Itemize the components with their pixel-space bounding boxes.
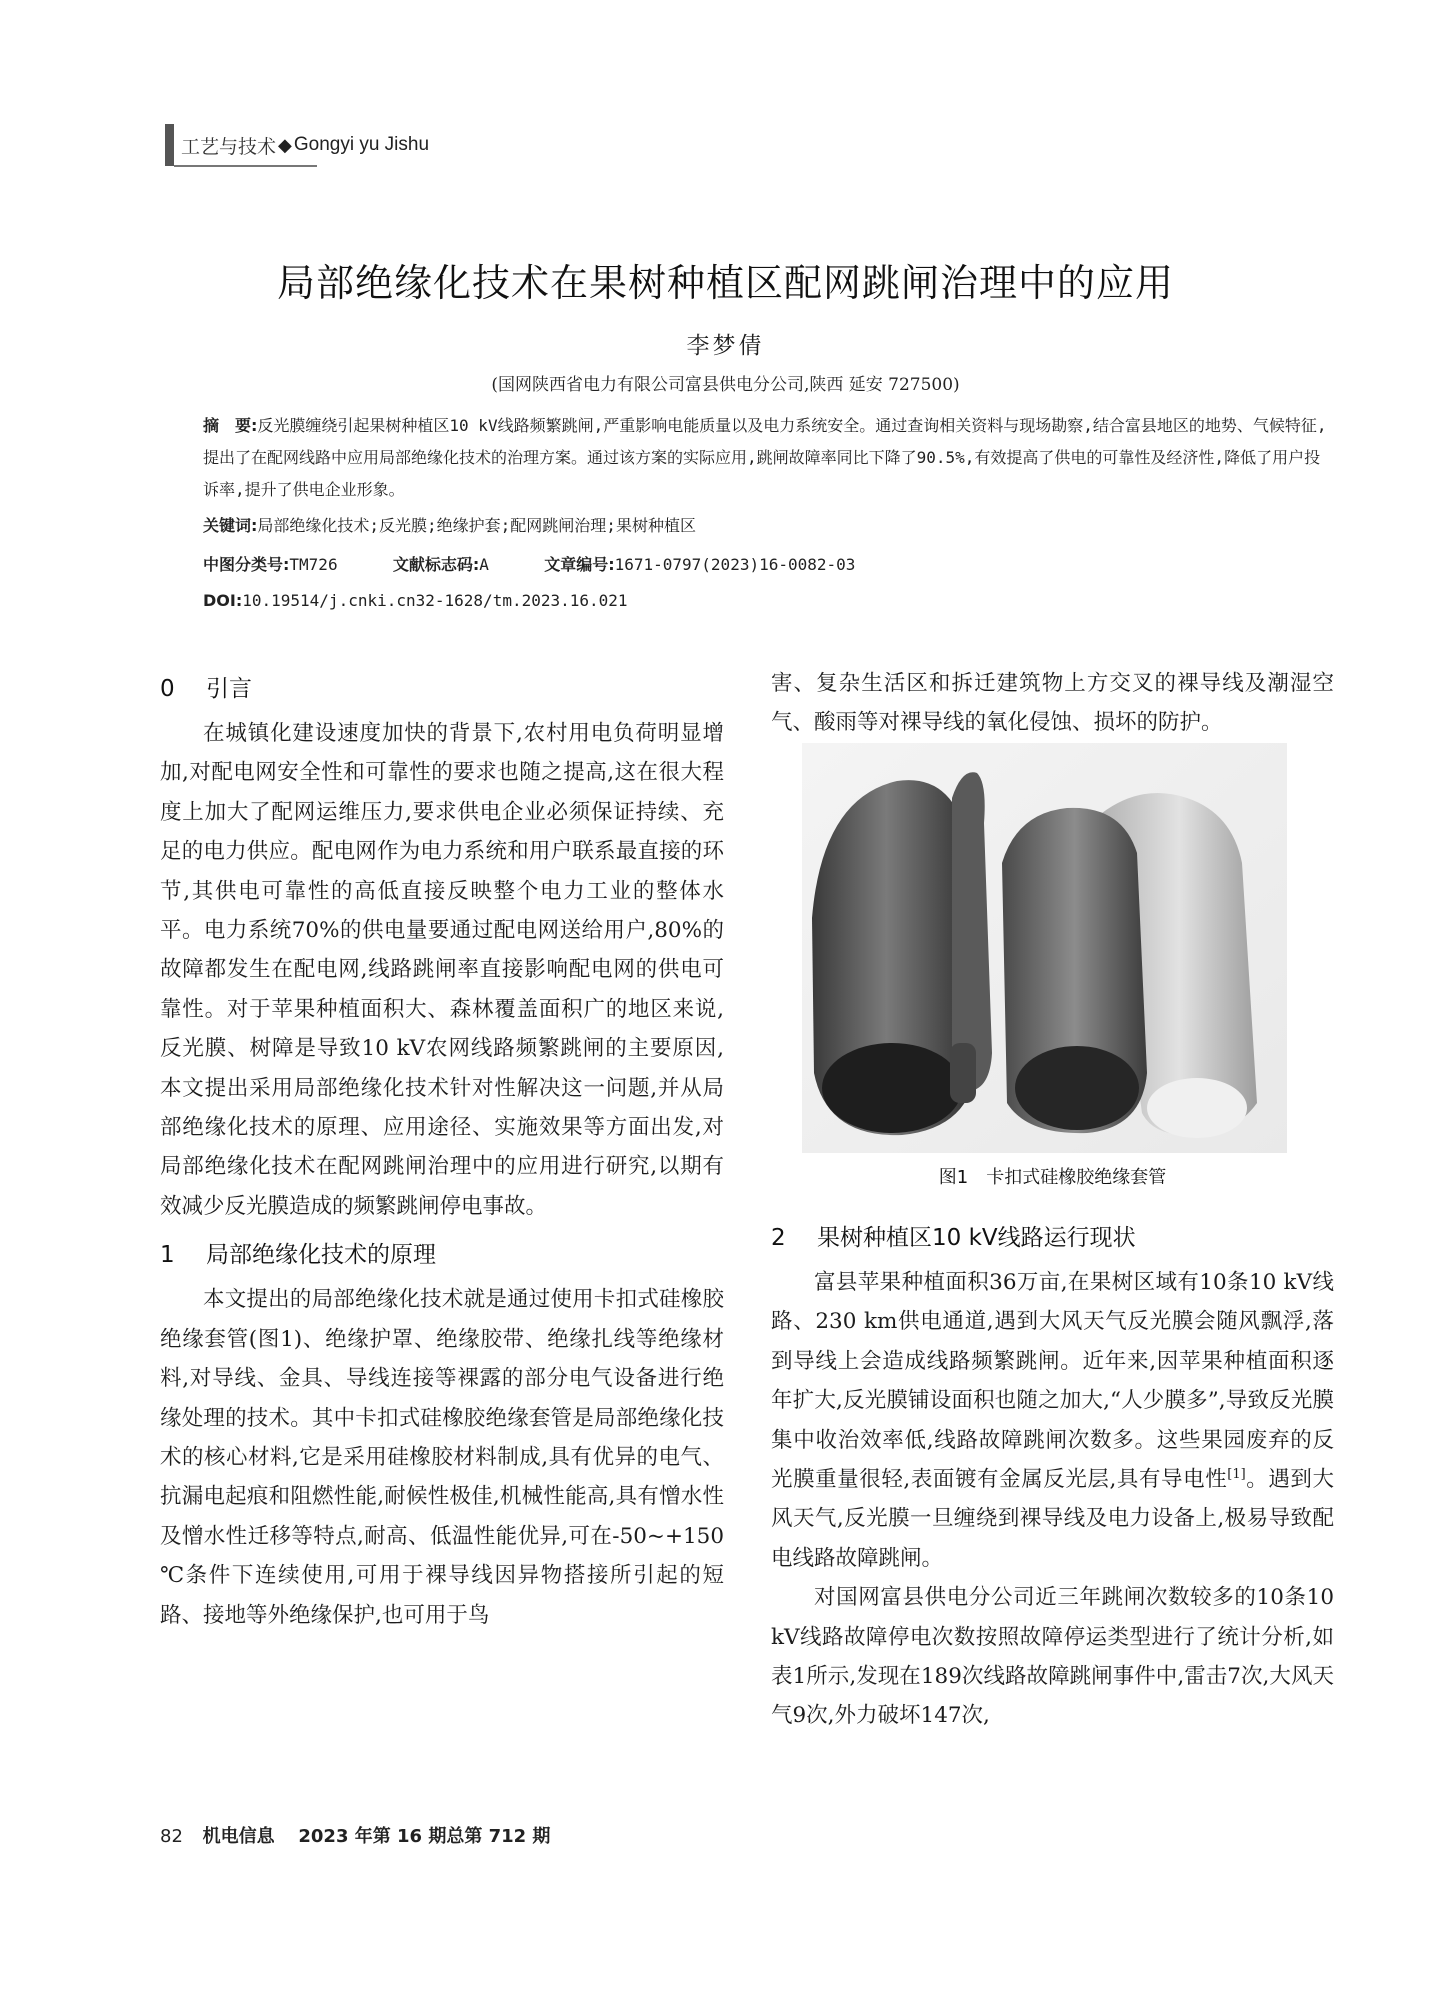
figure-silicone-sleeve-photo (802, 743, 1287, 1153)
section-2-number: 2 (771, 1225, 786, 1251)
figure-caption: 图1 卡扣式硅橡胶绝缘套管 (938, 1167, 1167, 1188)
middle-sleeve-opening (1015, 1046, 1139, 1130)
section-2-heading (771, 1213, 1334, 1263)
diamond-icon: ◆ (278, 134, 292, 156)
right-column-bottom (771, 1213, 1334, 1736)
header-underline (174, 165, 317, 167)
section-1-paragraph-continued: 害、复杂生活区和拆迁建筑物上方交叉的裸导线及潮湿空气、酸雨等对裸导线的氧化侵蚀、损坏的防护。 (771, 671, 1334, 736)
section-2-paragraph-1 (771, 1263, 1334, 1578)
classification-line (203, 552, 855, 575)
section-0-heading (160, 664, 724, 714)
citation-ref-1: [1] (1227, 1466, 1246, 1482)
running-header (165, 124, 429, 166)
journal-name: 机电信息 (202, 1826, 275, 1847)
section-2-paragraph-2: 对国网富县供电分公司近三年跳闸次数较多的10条10 kV线路故障停电次数按照故障停运类型进行了统计分析,如表1所示,发现在189次线路故障跳闸事件中,雷击7次,大风天气9次,外力破坏147次, (771, 1585, 1334, 1729)
article-title: 局部绝缘化技术在果树种植区配网跳闸治理中的应用 (276, 261, 1174, 305)
keywords (203, 513, 696, 536)
section-0-number: 0 (160, 676, 175, 702)
clc-value: TM726 (289, 555, 338, 574)
dark-sleeve-opening (822, 1043, 962, 1133)
author-affiliation: (国网陕西省电力有限公司富县供电分公司,陕西 延安 727500) (491, 375, 960, 395)
right-column-top (771, 664, 1334, 743)
light-sleeve-opening (1147, 1078, 1247, 1138)
section-2-p1-before: 富县苹果种植面积36万亩,在果树区域有10条10 kV线路、230 km供电通道,遇到大风天气反光膜会随风飘浮,落到导线上会造成线路频繁跳闸。近年来,因苹果种植面积逐年扩大,反光膜铺设面积也随之加大,“人少膜多”,导致反光膜集中收治效率低,线路故障跳闸次数多。这些果园废弃的反光膜重量很轻,表面镀有金属反光层,具有导电性 (771, 1270, 1334, 1493)
keywords-label: 关键词: (203, 516, 258, 535)
section-name-cn: 工艺与技术 (181, 135, 277, 158)
left-column (160, 664, 724, 1635)
section-1-paragraph: 本文提出的局部绝缘化技术就是通过使用卡扣式硅橡胶绝缘套管(图1)、绝缘护罩、绝缘胶带、绝缘扎线等绝缘材料,对导线、金具、导线连接等裸露的部分电气设备进行绝缘处理的技术。其中卡扣式硅橡胶绝缘套管是局部绝缘化技术的核心材料,它是采用硅橡胶材料制成,具有优异的电气、抗漏电起痕和阻燃性能,耐候性极佳,机械性能高,具有憎水性及憎水性迁移等特点,耐高、低温性能优异,可在-50~+150 ℃条件下连续使用,可用于裸导线因异物搭接所引起的短路、接地等外绝缘保护,也可用于鸟 (160, 1287, 724, 1628)
header-bar (165, 124, 174, 166)
abstract (203, 410, 1333, 506)
issue-info: 2023 年第 16 期总第 712 期 (298, 1826, 551, 1847)
section-2-title: 果树种植区10 kV线路运行现状 (817, 1225, 1136, 1251)
abstract-label: 摘 要: (203, 416, 258, 435)
clasp-end (950, 1043, 976, 1103)
doi-line (203, 591, 628, 610)
doi-value: 10.19514/j.cnki.cn32-1628/tm.2023.16.021 (242, 591, 628, 610)
section-0-title: 引言 (206, 676, 252, 702)
doc-code-label: 文献标志码: (392, 555, 480, 574)
article-number-label: 文章编号: (544, 555, 615, 574)
section-1-number: 1 (160, 1242, 175, 1269)
section-1-heading (160, 1230, 724, 1280)
section-1-title: 局部绝缘化技术的原理 (206, 1242, 436, 1269)
page-footer (160, 1822, 550, 1848)
doi-label: DOI: (203, 591, 243, 610)
section-0-paragraph: 在城镇化建设速度加快的背景下,农村用电负荷明显增加,对配电网安全性和可靠性的要求也随之提高,这在很大程度上加大了配网运维压力,要求供电企业必须保证持续、充足的电力供应。配电网作为电力系统和用户联系最直接的环节,其供电可靠性的高低直接反映整个电力工业的整体水平。电力系统70%的供电量要通过配电网送给用户,80%的故障都发生在配电网,线路跳闸率直接影响配电网的供电可靠性。对于苹果种植面积大、森林覆盖面积广的地区来说,反光膜、树障是导致10 kV农网线路频繁跳闸的主要原因,本文提出采用局部绝缘化技术针对性解决这一问题,并从局部绝缘化技术的原理、应用途径、实施效果等方面出发,对局部绝缘化技术在配网跳闸治理中的应用进行研究,以期有效减少反光膜造成的频繁跳闸停电事故。 (160, 721, 724, 1219)
keywords-text: 局部绝缘化技术;反光膜;绝缘护套;配网跳闸治理;果树种植区 (257, 516, 696, 535)
page-number: 82 (160, 1826, 183, 1847)
clc-label: 中图分类号: (203, 555, 290, 574)
article-number-value: 1671-0797(2023)16-0082-03 (614, 555, 856, 574)
section-2-p1-after: 。遇到大风天气,反光膜一旦缠绕到裸导线及电力设备上,极易导致配电线路故障跳闸。 (771, 1467, 1334, 1571)
abstract-text: 反光膜缠绕引起果树种植区10 kV线路频繁跳闸,严重影响电能质量以及电力系统安全。通过查询相关资料与现场勘察,结合富县地区的地势、气候特征,提出了在配网线路中应用局部绝缘化技术的治理方案。通过该方案的实际应用,跳闸故障率同比下降了90.5%,有效提高了供电的可靠性及经济性,降低了用户投诉率,提升了供电企业形象。 (203, 416, 1327, 499)
article-author: 李梦倩 (686, 333, 765, 359)
section-name-en: Gongyi yu Jishu (293, 134, 430, 155)
doc-code-value: A (479, 555, 489, 574)
